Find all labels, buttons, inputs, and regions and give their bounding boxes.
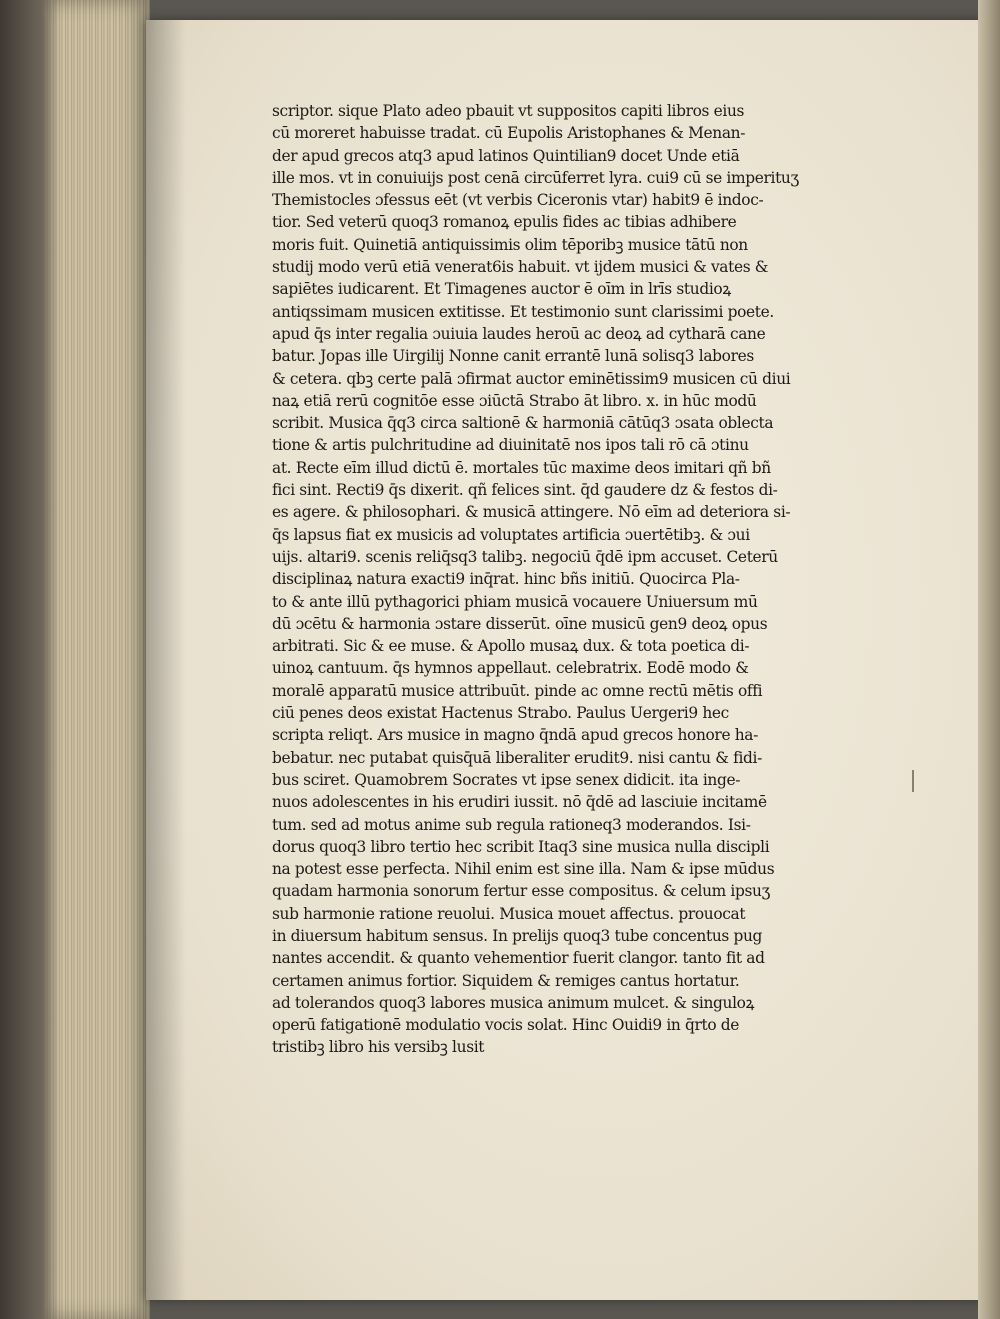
text-line: tum. sed ad motus anime sub regula rationeq3 moderandos. Isi- bbox=[272, 815, 751, 834]
text-line: tione & artis pulchritudine ad diuinitatē nos ipos tali rō cā ɔtinu bbox=[272, 436, 749, 455]
text-line: moris fuit. Quinetiā antiquissimis olim tēporibꝫ musice tātū non bbox=[272, 235, 748, 254]
right-page-edge bbox=[978, 0, 1000, 1319]
text-line: Themistocles ɔfessus eēt (vt verbis Ciceronis vtar) habit9 ē indoc- bbox=[272, 191, 764, 210]
text-line: es agere. & philosophari. & musicā attingere. Nō eīm ad deteriora si- bbox=[272, 503, 791, 522]
text-line: batur. Jopas ille Uirgilij Nonne canit errantē lunā solisq3 labores bbox=[272, 347, 754, 366]
text-line: & cetera. qbꝫ certe palā ɔfirmat auctor eminētissim9 musicen cū diui bbox=[272, 369, 791, 388]
text-line: arbitrati. Sic & ee muse. & Apollo musaꝝ dux. & tota poetica di- bbox=[272, 637, 750, 656]
margin-mark bbox=[912, 770, 914, 792]
text-line: uijs. altari9. scenis reliq̄sq3 talibꝫ. negociū q̄dē ipm accuset. Ceterū bbox=[272, 547, 778, 566]
text-line: in diuersum habitum sensus. In prelijs quoq3 tube concentus pug bbox=[272, 926, 763, 945]
text-line: disciplinaꝝ natura exacti9 inq̄rat. hinc bñs initiū. Quocirca Pla- bbox=[272, 570, 740, 589]
text-line: quadam harmonia sonorum fertur esse compositus. & celum ipsuʒ bbox=[272, 882, 770, 901]
text-line: tristibꝫ libro his versibꝫ lusit bbox=[272, 1038, 485, 1057]
text-line: naꝝ etiā rerū cognitōe esse ɔiūctā Strabo āt libro. x. in hūc modū bbox=[272, 391, 757, 410]
text-line: studij modo verū etiā venerat6is habuit. vt ijdem musici & vates & bbox=[272, 258, 769, 277]
text-line: der apud grecos atq3 apud latinos Quintilian9 docet Unde etiā bbox=[272, 146, 740, 165]
text-line: antiqssimam musicen extitisse. Et testimonio sunt clarissimi poete. bbox=[272, 302, 774, 321]
text-block bbox=[272, 100, 872, 1059]
text-line: at. Recte eīm illud dictū ē. mortales tūc maxime deos imitari qñ bñ bbox=[272, 458, 771, 477]
text-line: sapiētes iudicarent. Et Timagenes auctor ē oīm in lrīs studioꝝ bbox=[272, 280, 731, 299]
text-line: q̄s lapsus fiat ex musicis ad voluptates artificia ɔuertētibꝫ. & ɔui bbox=[272, 525, 750, 544]
text-line: uinoꝝ cantuum. q̄s hymnos appellaut. celebratrix. Eodē modo & bbox=[272, 659, 749, 678]
text-line: cū moreret habuisse tradat. cū Eupolis Aristophanes & Menan- bbox=[272, 124, 746, 143]
page-block-edges bbox=[0, 0, 150, 1319]
binding-shadow bbox=[0, 0, 60, 1319]
text-line: nantes accendit. & quanto vehementior fuerit clangor. tanto fit ad bbox=[272, 949, 765, 968]
text-line: bebatur. nec putabat quisq̄uā liberaliter erudit9. nisi cantu & fidi- bbox=[272, 748, 762, 767]
text-line: certamen animus fortior. Siquidem & remiges cantus hortatur. bbox=[272, 971, 740, 990]
text-line: fici sint. Recti9 q̄s dixerit. qñ felices sint. q̄d gaudere dz & festos di- bbox=[272, 481, 778, 500]
text-line: to & ante illū pythagorici phiam musicā vocauere Uniuersum mū bbox=[272, 592, 758, 611]
text-line: ille mos. vt in conuiuijs post cenā circūferret lyra. cui9 cū se imperituʒ bbox=[272, 168, 799, 187]
text-line: ciū penes deos existat Hactenus Strabo. Paulus Uergeri9 hec bbox=[272, 704, 729, 723]
text-line: apud q̄s inter regalia ɔuiuia laudes heroū ac deoꝝ ad cytharā cane bbox=[272, 324, 766, 343]
text-line: scriptor. sique Plato adeo pbauit vt suppositos capiti libros eius bbox=[272, 102, 745, 120]
gutter-shade bbox=[146, 20, 186, 1300]
text-line: nuos adolescentes in his erudiri iussit. nō q̄dē ad lasciuie incitamē bbox=[272, 793, 767, 812]
text-line: sub harmonie ratione reuolui. Musica mouet affectus. prouocat bbox=[272, 904, 746, 923]
text-line: ad tolerandos quoq3 labores musica animum mulcet. & singuloꝝ bbox=[272, 993, 755, 1012]
text-line: scribit. Musica q̄q3 circa saltionē & harmoniā cātūq3 ɔsata oblecta bbox=[272, 414, 774, 433]
text-line: scripta reliqt. Ars musice in magno q̄ndā apud grecos honore ha- bbox=[272, 726, 758, 745]
text-line: dorus quoq3 libro tertio hec scribit Itaq3 sine musica nulla discipli bbox=[272, 837, 770, 856]
text-line: tior. Sed veterū quoq3 romanoꝝ epulis fides ac tibias adhibere bbox=[272, 213, 737, 232]
text-line: moralē apparatū musice attribuūt. pinde ac omne rectū mētis offi bbox=[272, 681, 763, 700]
text-line: bus sciret. Quamobrem Socrates vt ipse senex didicit. ita inge- bbox=[272, 770, 741, 789]
text-line: na potest esse perfecta. Nihil enim est sine illa. Nam & ipse mūdus bbox=[272, 860, 775, 879]
text-line: operū fatigationē modulatio vocis solat. Hinc Ouidi9 in q̄rto de bbox=[272, 1016, 740, 1035]
text-line: dū ɔcētu & harmonia ɔstare disserūt. oīne musicū gen9 deoꝝ opus bbox=[272, 614, 768, 633]
